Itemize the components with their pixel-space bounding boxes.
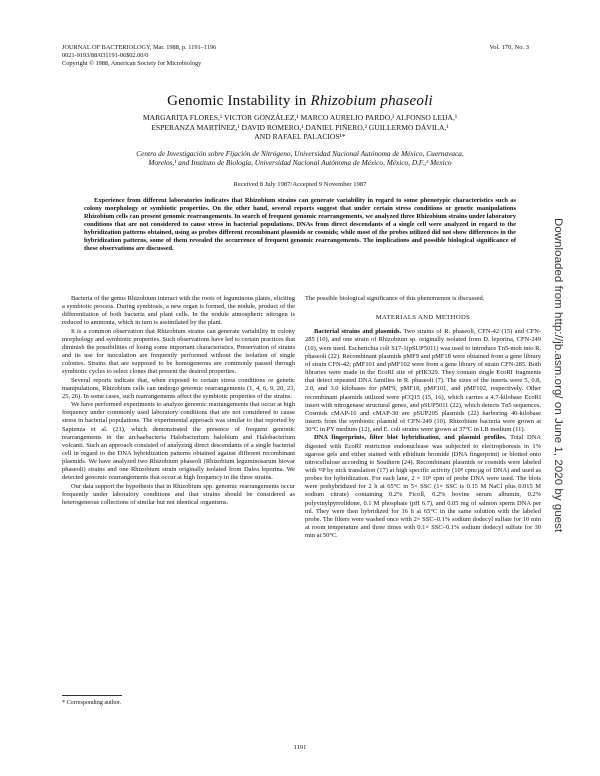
body-paragraph: Our data support the hypothesis that in Rhizobium spp. genomic rearrangements occur frequently under laboratory conditions and that strains should be considered as heterogeneous collections of similar but not identical organisms. [62,482,295,506]
title-organism: Rhizobium phaseoli [310,93,433,109]
body-paragraph [305,328,541,434]
body-paragraph: Several reports indicate that, when exposed to certain stress conditions or genetic manipulations, Rhizobium cells can undergo genomic rearrangements (1, 4, 6, 9, 20, 23, 25, 26). In some cases, such rearrangements affect the symbiotic properties of the strains. [62,376,295,400]
body-paragraph: The possible biological significance of this phenomenon is discussed. [305,295,485,302]
title-main: Genomic Instability in [167,93,311,109]
affiliation-line: Morelos,¹ and Instituto de Biología, Universidad Nacional Autónoma de México, México, D.F.,² Mexico [148,158,452,168]
page-number: 1191 [293,744,307,751]
right-column [305,295,541,540]
affiliation-line: Centro de Investigación sobre Fijación de Nitrógeno, Universidad Nacional Autónoma de México, Cuernavaca, [136,149,464,158]
body-paragraph [305,434,541,540]
footnote-divider [62,695,122,696]
footnote: * Corresponding author. [62,700,122,706]
received-dates: Received 8 July 1987/Accepted 9 November 1987 [233,181,367,188]
volume-label: Vol. 170, No. 3 [489,44,529,51]
author-line: AND RAFAEL PALACIOS¹* [254,132,346,141]
download-watermark [549,55,567,695]
author-list [56,113,544,142]
section-heading: MATERIALS AND METHODS [375,314,471,322]
run-in-heading: Bacterial strains and plasmids. [314,328,402,336]
running-header [62,44,362,67]
left-column [62,295,295,507]
body-paragraph: It is a common observation that Rhizobium strains can generate variability in colony morphology and symbiotic properties. Such observations have led to certain practices that diminish the possibilities of losing some important characteristics. Preservation of strains and its use for inoculation are frequently performed without the isolation of single colonies. Strains that are supposed to be homogeneous are commonly passed through symbiotic cycles to select clones that present the desired properties. [62,327,295,376]
issn-line: 0021-9193/88/031191-06$02.00/0 [62,51,149,59]
paragraph-text: Total DNA digested with EcoRI restriction endonuclease was subjected to electrophoresis in 1% agarose gels and either stained with ethidium bromide (DNA fingerprint) or blotted onto nitrocellulose according to Southern (24). Recombinant plasmids or cosmids were labeled with ³²P by nick translation (17) at high specific activity (10⁸ cpm/μg of DNA) and used as probes for hybridization. For each lane, 2 × 10⁵ cpm of probe DNA were used. The blots were prehybridized for 2 h at 65°C in 5× SSC (1× SSC is 0.15 M NaCl plus 0.015 M sodium citrate) containing 0.2% Ficoll, 0.2% bovine serum albumin, 0.2% polyvinylpyrrolidone, 0.1 M phosphate (pH 6.7), and 0.05 mg of salmon sperm DNA per ml. They were then hybridized for 16 h at 65°C in the same solution with the labeled probe. The filters were washed once with 2× SSC–0.1% sodium dodecyl sulfate for 10 min at room temperature and three times with 0.1× SSC–0.1% sodium dodecyl sulfate for 30 min at 50°C. [305,434,542,540]
article-title [40,93,560,110]
body-paragraph: We have performed experiments to analyze genomic rearrangements that occur at high frequency under commonly used laboratory conditions that are not considered to cause stress in bacterial populations. The experimental approach was similar to that reported by Sapienza et al. (21), which demonstrated the presence of frequent genomic rearrangements in the archaebacteria Halobacterium halobium and Halobacterium volcanii. Such an approach consisted of analyzing direct descendants of a single bacterial cell in regard to the DNA hybridization patterns obtained against different recombinant plasmids. We have analyzed two Rhizobium phaseoli (Rhizobium leguminosarum biovar phaseoli) strains and one Rhizobium strain originally isolated from Dalea leporina. We detected genomic rearrangements that occur at high frequency in the three strains. [62,401,295,482]
abstract: Experience from different laboratories indicates that Rhizobium strains can generate variability in regard to some phenotypic characteristics such as colony morphology or symbiotic properties. On the other hand, several reports suggest that under certain stress conditions or genetic manipulations Rhizobium cells can present genomic rearrangements. In search of frequent genomic rearrangements, we analyzed three Rhizobium strains under laboratory conditions that are not considered to cause stress in bacterial populations. DNAs from direct descendants of a single cell were analyzed in regard to the hybridization patterns obtained, using as probes different recombinant plasmids or cosmids; while most of the probes utilized did not show differences in the hybridization patterns, some of them revealed the occurrence of frequent genomic rearrangements. The implications and possible biological significance of these observations are discussed. [84,197,516,253]
affiliations [56,149,544,168]
author-line: ESPERANZA MARTÍNEZ,¹ DAVID ROMERO,¹ DANIEL PIÑERO,² GUILLERMO DÁVILA,¹ [151,122,449,132]
copyright-line: Copyright © 1988, American Society for Microbiology [62,59,202,67]
paragraph-text: Two strains of R. phaseoli, CFN-42 (15) and CFN-285 (10), and one strain of Rhizobium sp. originally isolated from D. leporina, CFN-249 (10), were used. Escherichia coli S17-1(pSUP5011) was used to introduce Tn5-mob into R. phaseoli (22). Recombinant plasmids pMF9 and pMF18 were obtained from a gene library of strain CFN-42; pMF101 and pMF102 were from a gene library of strain CFN-285. Both libraries were made in the EcoRI site of pHK329. They contain single EcoRI fragments that detect repeated DNA families in R. phaseoli (7). The sizes of the inserts were 5, 0.8, 2.0, and 3.0 kilobases for pMF9, pMF18, pMF101, and pMF102, respectively. Other recombinant plasmids utilized were pCQ15 (15, 16), which carries a 4.7-kilobase EcoRI insert with nitrogenase structural genes, and pSUP5011 (22), which detects Tn5 sequences. Cosmids cMAP-16 and cMAP-30 are pSUP205 plasmids (22) harboring 40-kilobase inserts from the symbiotic plasmid of CFN-249 (10). Rhizobium bacteria were grown at 30°C in PY medium (12), and E. coli strains were grown at 37°C in LB medium (11). [305,328,541,434]
author-line: MARGARITA FLORES,¹ VICTOR GONZÁLEZ,¹ MARCO AURELIO PARDO,¹ ALFONSO LEIJA,¹ [142,113,458,122]
body-paragraph: Bacteria of the genus Rhizobium interact with the roots of leguminous plants, eliciting a symbiotic process. During symbiosis, a new organ is formed, the nodule, product of the differentiation of both bacteria and plant cells. In the nodule atmospheric nitrogen is reduced to ammonia, which in turn is assimilated by the plant. [62,295,295,327]
run-in-heading: DNA fingerprints, filter blot hybridization, and plasmid profiles. [314,434,507,442]
journal-citation: JOURNAL OF BACTERIOLOGY, Mar. 1988, p. 1191–1196 [62,44,217,51]
download-watermark-text: Downloaded from http://jb.asm.org/ on June 1, 2020 by guest [552,217,564,533]
